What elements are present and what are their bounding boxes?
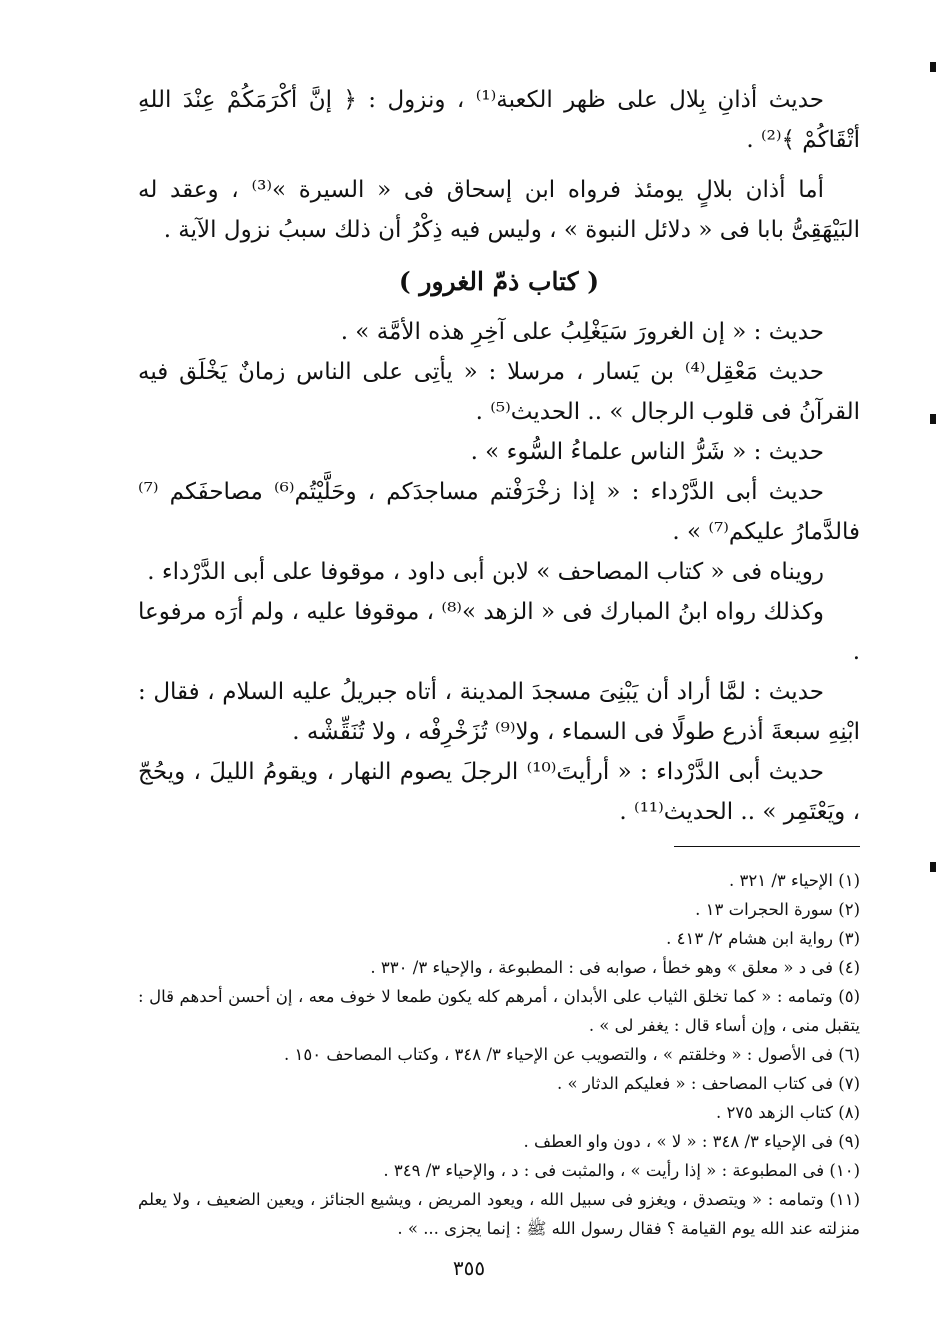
paragraph: حديث مَعْقِل⁽⁴⁾ بن يَسار ، مرسلا : « يأتِى على الناس زمانٌ يَخْلَق فيه القرآنُ فى قلوب الرجال » .. الحديث⁽⁵⁾ . <box>138 359 860 425</box>
footnote: (٨) كتاب الزهد ٢٧٥ . <box>715 1103 860 1122</box>
edge-mark <box>930 862 936 872</box>
paragraph: حديث أذانِ بِلال على ظهر الكعبة⁽¹⁾ ، ونزول : ﴿ إنَّ أكْرَمَكُمْ عِنْدَ اللهِ أتْقَاكُمْ ﴾⁽²⁾ . <box>138 87 860 153</box>
section-heading <box>138 262 860 302</box>
footnote: (٣) رواية ابن هشام ٢/ ٤١٣ . <box>666 929 860 948</box>
section-heading-text: ( كتاب ذمّ الغرور ) <box>398 267 600 296</box>
paragraph: حديث : لمَّا أراد أن يَبْنِىَ مسجدَ المدينة ، أتاه جبريلُ عليه السلام ، فقال : ابْنِهِ سبعةَ أذرع طولًا فى السماء ، ولا⁽⁹⁾ تُزَخْرِفْه ، ولا تُنَقِّشْه . <box>138 679 860 745</box>
footnote: (٢) سورة الحجرات ١٣ . <box>695 900 860 919</box>
main-text <box>138 80 860 832</box>
footnote: (١١) وتمامه : « ويتصدق ، ويغزو فى سبيل الله ، ويعود المريض ، ويشيع الجنائز ، ويعين الضعيف ، ولا يعلم منزلته عند الله يوم القيامة ؟ فقال رسول الله ﷺ : إنما يجزى ... » . <box>138 1190 860 1238</box>
footnote: (١٠) فى المطبوعة : « إذا رأيت » ، والمثبت فى : د ، والإحياء ٣/ ٣٤٩ . <box>383 1161 860 1180</box>
footnote: (٦) فى الأصول : « وخلقتم » ، والتصويب عن الإحياء ٣/ ٣٤٨ ، وكتاب المصاحف ١٥٠ . <box>284 1045 860 1064</box>
paragraph: حديث : « إن الغرورَ سَيَغْلِبُ على آخِرِ هذه الأمَّة » . <box>340 319 824 345</box>
edge-mark <box>930 62 936 72</box>
footnotes <box>138 866 860 1243</box>
footnote: (١) الإحياء ٣/ ٣٢١ . <box>729 871 860 890</box>
paragraph: حديث : « شَرُّ الناس علماءُ السُّوء » . <box>470 439 824 465</box>
paragraph: حديث أبى الدَّرْداء : « أرأيتَ⁽¹⁰⁾ الرجلَ يصوم النهار ، ويقومُ الليلَ ، ويحُجّ ، ويَعْتَمِر » .. الحديث⁽¹¹⁾ . <box>138 759 860 825</box>
edge-mark <box>930 414 936 424</box>
page-number: ٣٥٥ <box>452 1256 486 1280</box>
footnote: (٩) فى الإحياء ٣/ ٣٤٨ : « لا » ، دون واو العطف . <box>523 1132 860 1151</box>
footnote: (٤) فى د « معلق » وهو خطأ ، صوابه فى : المطبوعة ، والإحياء ٣/ ٣٣٠ . <box>370 958 860 977</box>
paragraph: أما أذان بلالٍ يومئذ فرواه ابن إسحاق فى « السيرة »⁽³⁾ ، وعقد له البَيْهَقِىُّ بابا فى « دلائل النبوة » ، وليس فيه ذِكْرُ أن ذلك سببُ نزول الآية . <box>138 177 860 243</box>
paragraph: وكذلك رواه ابنُ المبارك فى « الزهد »⁽⁸⁾ ، موقوفا عليه ، ولم أرَه مرفوعا . <box>138 599 860 665</box>
footnote: (٧) فى كتاب المصاحف : « فعليكم الدثار » . <box>557 1074 860 1093</box>
footnote: (٥) وتمامه : « كما تخلق الثياب على الأبدان ، أمرهم كله يكون طمعا لا خوف معه ، إن أحسن أحدهم قال : يتقبل منى ، وإن أساء قال : يغفر لى » . <box>138 987 860 1035</box>
paragraph: حديث أبى الدَّرْداء : « إذا زخْرَفْتم مساجدَكم ، وحَلَّيْتُم⁽⁶⁾ مصاحفَكم ⁽⁷⁾فالدَّمارُ عليكم⁽⁷⁾ » . <box>138 479 860 545</box>
footnote-divider <box>674 846 860 847</box>
paragraph: رويناه فى « كتاب المصاحف » لابن أبى داود ، موقوفا على أبى الدَّرْداء . <box>147 559 824 585</box>
